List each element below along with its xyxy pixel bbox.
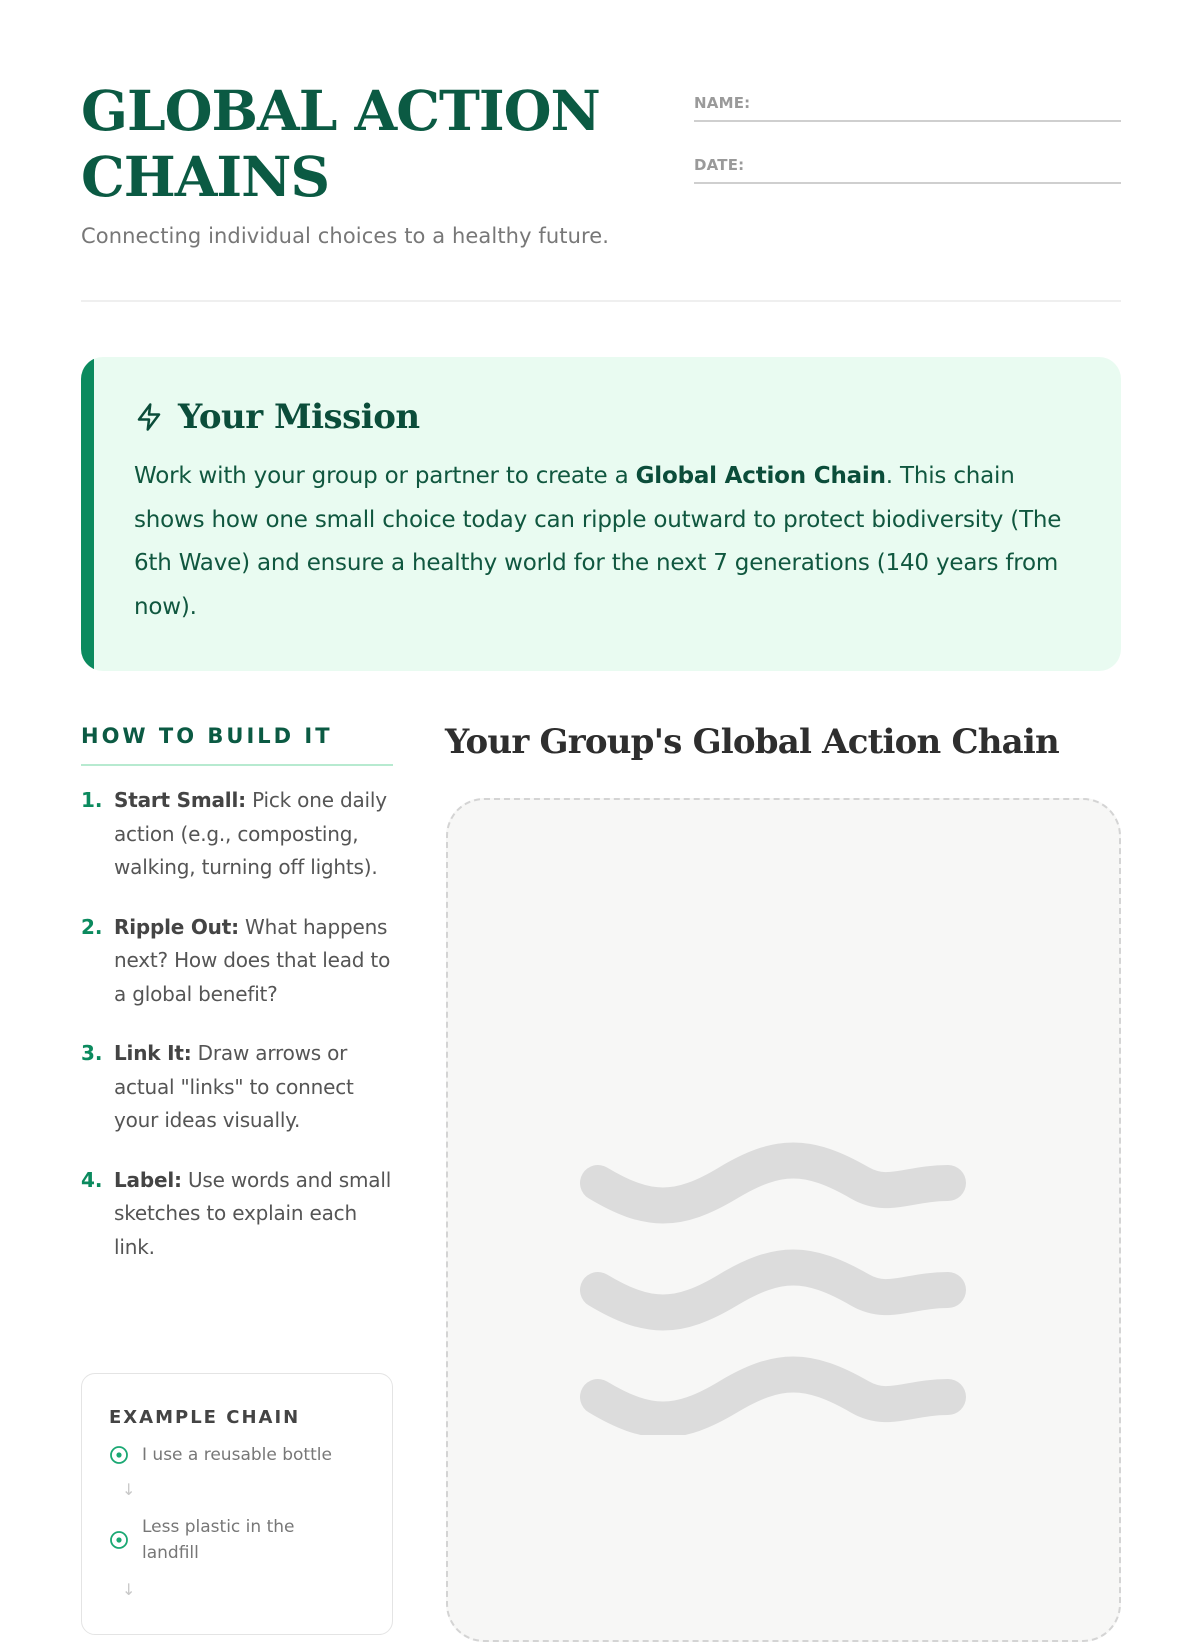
mission-text-intro: Work with your group or partner to create a xyxy=(134,463,636,489)
step-description: Pick one daily action (e.g., composting, walking, turning off lights). xyxy=(114,788,387,879)
step-description: Draw arrows or actual "links" to connect your ideas visually. xyxy=(114,1041,354,1132)
step-number: 1. xyxy=(81,788,103,812)
step-label: Start Small: xyxy=(114,788,246,812)
mission-heading xyxy=(134,397,420,437)
down-arrow-icon: ↓ xyxy=(122,1580,136,1599)
mission-title: Your Mission xyxy=(178,397,420,437)
down-arrow-icon: ↓ xyxy=(122,1480,136,1499)
title-line-1: GLOBAL ACTION xyxy=(81,78,600,143)
header-divider xyxy=(81,300,1121,302)
step-label: Ripple Out: xyxy=(114,914,239,939)
target-dot-icon xyxy=(109,1445,129,1465)
example-chain-text: Less plastic in the landfill xyxy=(142,1517,295,1563)
example-chain-item xyxy=(109,1514,312,1566)
page-subtitle: Connecting individual choices to a healthy future. xyxy=(81,224,610,248)
example-chain-card xyxy=(81,1373,393,1635)
example-chain-item xyxy=(109,1442,342,1468)
date-label: DATE: xyxy=(694,156,745,174)
step-number: 4. xyxy=(81,1167,103,1192)
step-item xyxy=(81,911,393,1012)
lightning-bolt-icon xyxy=(134,402,164,432)
step-text xyxy=(114,784,393,885)
name-field[interactable] xyxy=(694,84,1121,122)
step-item xyxy=(81,1164,393,1265)
mission-box xyxy=(81,357,1121,671)
step-description: What happens next? How does that lead to a global benefit? xyxy=(114,914,391,1006)
step-number: 3. xyxy=(81,1041,103,1065)
step-text xyxy=(114,1037,393,1138)
date-field[interactable] xyxy=(694,146,1121,184)
step-item xyxy=(81,1037,393,1138)
mission-text-emphasis: Global Action Chain xyxy=(635,463,886,489)
example-chain-heading: EXAMPLE CHAIN xyxy=(109,1407,301,1428)
chain-drawing-area[interactable] xyxy=(446,798,1121,1642)
chain-section-title: Your Group's Global Action Chain xyxy=(445,722,1059,762)
mission-text xyxy=(134,455,1074,629)
step-item xyxy=(81,784,393,885)
target-dot-icon xyxy=(109,1530,129,1550)
step-text xyxy=(114,911,393,1012)
title-line-2: CHAINS xyxy=(81,144,330,209)
wave-line-bottom xyxy=(598,1375,948,1420)
wave-line-top xyxy=(598,1161,948,1206)
step-number: 2. xyxy=(81,914,103,939)
mission-text-rest: . This chain shows how one small choice today can ripple outward to protect biodiversity (The 6th Wave) and ensure a healthy world for the next 7 generations (140 years from now). xyxy=(134,463,1062,620)
step-label: Label: xyxy=(114,1167,182,1192)
step-text xyxy=(114,1164,393,1265)
wave-line-middle xyxy=(598,1268,948,1313)
howto-heading xyxy=(81,724,393,766)
name-label: NAME: xyxy=(694,94,751,112)
step-description: Use words and small sketches to explain each link. xyxy=(114,1167,392,1259)
howto-steps xyxy=(81,784,393,1290)
step-label: Link It: xyxy=(114,1041,192,1065)
page-title xyxy=(81,78,641,210)
howto-heading-text: HOW TO BUILD IT xyxy=(81,724,333,748)
worksheet-page xyxy=(81,0,1121,1600)
mission-accent-bar xyxy=(81,357,94,671)
waves-icon xyxy=(578,1135,978,1435)
example-chain-text: I use a reusable bottle xyxy=(142,1445,332,1465)
